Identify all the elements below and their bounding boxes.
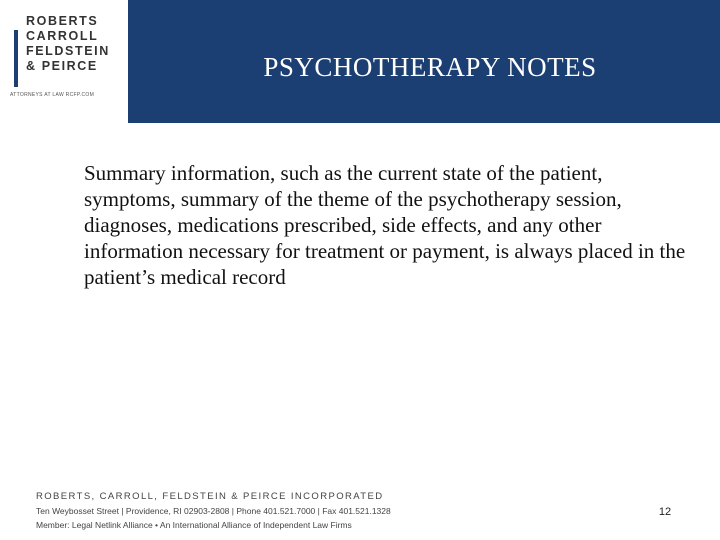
footer-firm-name: ROBERTS, CARROLL, FELDSTEIN & PEIRCE INCORPORATED	[36, 491, 384, 502]
slide-title: PSYCHOTHERAPY NOTES	[263, 52, 597, 82]
logo-line: & PEIRCE	[26, 59, 98, 73]
footer	[36, 489, 516, 532]
firm-logo	[0, 0, 128, 123]
footer-membership: Member: Legal Netlink Alliance • An International Alliance of Independent Law Firms	[36, 520, 352, 530]
logo-tagline: ATTORNEYS AT LAW RCFP.COM	[10, 92, 95, 98]
logo-wordmark	[26, 14, 126, 74]
footer-address: Ten Weybosset Street | Providence, RI 02903-2808 | Phone 401.521.7000 | Fax 401.521.1328	[36, 506, 391, 516]
page-number: 12	[658, 506, 672, 518]
logo-line: FELDSTEIN	[26, 44, 110, 58]
slide-body-text: Summary information, such as the current state of the patient, symptoms, summary of the theme of the psychotherapy session, diagnoses, medications prescribed, side effects, and any other information necessary for treatment or payment, is always placed in the patient’s medical record	[84, 161, 686, 289]
logo-line: CARROLL	[26, 29, 99, 43]
logo-line: ROBERTS	[26, 14, 99, 28]
logo-accent-bar	[14, 30, 18, 87]
header-band	[0, 0, 720, 123]
